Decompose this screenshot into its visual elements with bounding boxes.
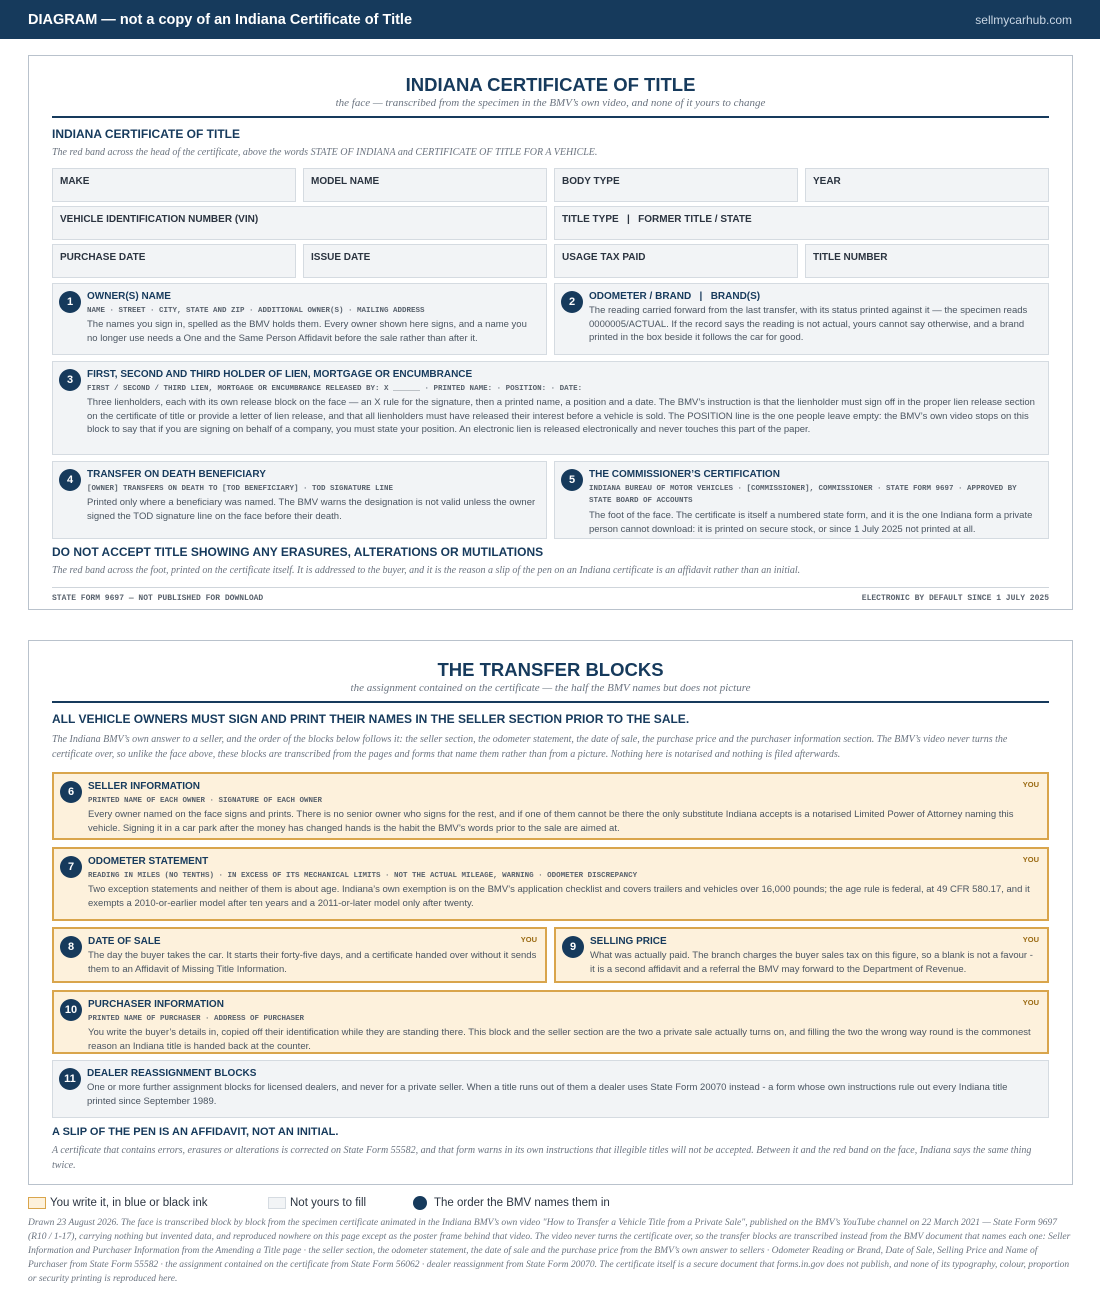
transfer-foot-note: A certificate that contains errors, erasures or alterations is corrected on State Form 55582, and that form warns in its own instructions that illegible titles will not be accepted. Between it and the red band on the face, Indiana says the same thing twice. (52, 1145, 1032, 1171)
you-tag: YOU (520, 935, 537, 944)
block-commissioner-certification (554, 461, 1049, 539)
foot-band-label: DO NOT ACCEPT TITLE SHOWING ANY ERASURES, ALTERATIONS OR MUTILATIONS (52, 545, 544, 559)
field-purchase-date: PURCHASE DATE (52, 244, 296, 278)
order-badge: 11 (59, 1068, 81, 1090)
block-heading: TRANSFER ON DEATH BENEFICIARY (87, 469, 266, 480)
block-fields: PRINTED NAME OF PURCHASER · ADDRESS OF PURCHASER (88, 1015, 305, 1023)
site-name[interactable]: sellmycarhub.com (975, 13, 1072, 27)
order-badge: 7 (60, 856, 82, 878)
block-tod-beneficiary (52, 461, 547, 539)
head-band-label: INDIANA CERTIFICATE OF TITLE (52, 127, 240, 141)
field-title-type: TITLE TYPE | FORMER TITLE / STATE (554, 206, 1049, 240)
transfer-panel (28, 640, 1073, 1185)
block-seller-information (52, 772, 1049, 840)
transfer-band: ALL VEHICLE OWNERS MUST SIGN AND PRINT THEIR NAMES IN THE SELLER SECTION PRIOR TO THE SALE. (52, 712, 690, 726)
order-badge: 5 (561, 469, 583, 491)
you-tag: YOU (1022, 998, 1039, 1007)
block-heading: ODOMETER / BRAND | BRAND(S) (589, 291, 761, 302)
block-heading: FIRST, SECOND AND THIRD HOLDER OF LIEN, MORTGAGE OR ENCUMBRANCE (87, 369, 473, 380)
transfer-foot-band: A SLIP OF THE PEN IS AN AFFIDAVIT, NOT AN INITIAL. (52, 1126, 339, 1138)
block-fields: FIRST / SECOND / THIRD LIEN, MORTGAGE OR ENCUMBRANCE RELEASED BY: X ______ · PRINTED NAME: · POSITION: · DATE: (87, 385, 583, 393)
block-heading: OWNER(S) NAME (87, 291, 171, 302)
footer-rule (52, 587, 1049, 588)
block-body: The names you sign in, spelled as the BMV holds them. Every owner shown here signs, and a name you no longer use needs a One and the Same Person Affidavit before the sale rather than after it. (87, 319, 527, 344)
block-body: The reading carried forward from the last transfer, with its status printed against it — the specimen reads 0000005/ACTUAL. If the record says the reading is not actual, yours cannot say otherwise, and a brand printed in the box beside it follows the car for good. (589, 305, 1028, 343)
field-usage-tax: USAGE TAX PAID (554, 244, 798, 278)
block-odometer-statement (52, 847, 1049, 921)
order-badge: 1 (59, 291, 81, 313)
block-fields: NAME · STREET · CITY, STATE AND ZIP · ADDITIONAL OWNER(S) · MAILING ADDRESS (87, 307, 425, 315)
you-tag: YOU (1022, 855, 1039, 864)
top-bar (0, 0, 1100, 39)
block-body: Every owner named on the face signs and prints. There is no senior owner who signs for the rest, and if one of them cannot be there the only substitute Indiana accepts is a notarised Limited Power of Attorney naming this vehicle. Signing it in a car park after the money has changed hands is the habit the BMV’s words prior to the sale are aimed at. (88, 809, 1014, 834)
order-badge: 3 (59, 369, 81, 391)
block-purchaser-information (52, 990, 1049, 1054)
you-tag: YOU (1022, 780, 1039, 789)
block-body: The foot of the face. The certificate is itself a numbered state form, and it is the one Indiana form a private person cannot download: it is printed on secure stock, or since 1 July 2025 not printed at all. (589, 510, 1033, 535)
foot-band-note: The red band across the foot, printed on the certificate itself. It is addressed to the buyer, and it is the reason a slip of the pen on an Indiana certificate is an affidavit rather than an initial. (52, 565, 801, 576)
block-body: You write the buyer’s details in, copied off their identification while they are standing there. This block and the seller section are the two a private sale actually turns on, and filling the two the wrong way round is the commonest reason an Indiana title is handed back at the counter. (88, 1027, 1031, 1052)
block-body: Three lienholders, each with its own release block on the face — an X rule for the signature, then a printed name, a position and a date. The BMV’s instruction is that the lienholder must sign off in the proper lien release section on the certificate of title or provide a letter of lien release, and that all lienholders must have released their interest before a vehicle is sold. The POSITION line is the one people leave empty: the BMV’s own video stops on this block to say that if you are signing on behalf of a company, you must state your position. An electronic lien is released electronically and never touches this part of the paper. (87, 397, 1035, 435)
order-badge: 8 (60, 936, 82, 958)
block-fields: [OWNER] TRANSFERS ON DEATH TO [TOD BENEFICIARY] · TOD SIGNATURE LINE (87, 485, 394, 493)
block-heading: DATE OF SALE (88, 936, 161, 947)
footer-right: ELECTRONIC BY DEFAULT SINCE 1 JULY 2025 (861, 594, 1049, 603)
field-make: MAKE (52, 168, 296, 202)
block-heading: PURCHASER INFORMATION (88, 999, 224, 1010)
block-odometer-brand (554, 283, 1049, 355)
title-rule (52, 701, 1049, 703)
face-panel (28, 55, 1073, 610)
block-heading: ODOMETER STATEMENT (88, 856, 209, 867)
face-subtitle: the face — transcribed from the specimen in the BMV’s own video, and none of it yours to change (335, 97, 766, 109)
block-body: Two exception statements and neither of them is about age. Indiana’s own exemption is on the BMV’s application checklist and covers trailers and vehicles over 16,000 pounds; the age rule is federal, at 49 CFR 580.17, and it exempts a 2010-or-earlier model after ten years and a 2011-or-later model only after twenty. (88, 884, 1030, 909)
block-heading: THE COMMISSIONER’S CERTIFICATION (589, 469, 780, 480)
field-body-type: BODY TYPE (554, 168, 798, 202)
block-fields: PRINTED NAME OF EACH OWNER · SIGNATURE OF EACH OWNER (88, 797, 323, 805)
you-tag: YOU (1022, 935, 1039, 944)
title-rule (52, 116, 1049, 118)
not-yours-swatch (268, 1197, 286, 1209)
block-body: The day the buyer takes the car. It starts their forty-five days, and a certificate handed over without it sends them to an Affidavit of Missing Title Information. (88, 950, 537, 975)
field-issue-date: ISSUE DATE (303, 244, 547, 278)
order-badge: 9 (562, 936, 584, 958)
colophon: Drawn 23 August 2026. The face is transcribed block by block from the specimen certificate animated in the Indiana BMV’s own video "How to Transfer a Vehicle Title from a Private Sale", published on the BMV’s YouTube channel on 22 March 2021 — State Form 9697 (R10 / 1-17), carrying nothing but invented data, and reproduced nowhere on this page except as the poster frame behind that video. The video never turns the certificate over, so the transfer blocks are transcribed instead from the BMV document that names each one: Seller Information and Purchaser Information from the Amending a Title page · the seller section, the odometer statement, the date of sale and the purchase price from the BMV’s own answer to sellers · Odometer Reading or Brand, Date of Sale, Selling Price and Name of Purchaser from State Form 55582 · the assignment contained on the certificate from State Form 56062 · dealer reassignment from State Form 20070. The certificate itself is a secure document that forms.in.gov does not publish, and none of its typography, colour, proportion or security printing is reproduced here. (28, 1218, 1071, 1284)
field-year: YEAR (805, 168, 1049, 202)
block-lien-holders (52, 361, 1049, 455)
block-dealer-reassignment (52, 1060, 1049, 1118)
transfer-subtitle: the assignment contained on the certificate — the half the BMV names but does not picture (350, 682, 751, 694)
block-body: Printed only where a beneficiary was named. The BMV warns the designation is not valid unless the owner signed the TOD signature line on the face before their death. (87, 497, 536, 522)
page-title: DIAGRAM — not a copy of an Indiana Certificate of Title (28, 12, 413, 28)
block-selling-price (554, 927, 1049, 983)
order-badge: 4 (59, 469, 81, 491)
transfer-intro: The Indiana BMV’s own answer to a seller, and the order of the blocks below follows it: the seller section, the odometer statement, the date of sale, the purchase price and the purchaser information section. The BMV’s video never turns the certificate over, so unlike the face above, these blocks are transcribed from the pages and forms that name them rather than from a picture. Nothing here is notarised and nothing is filed afterwards. (52, 734, 1008, 760)
block-body: One or more further assignment blocks for licensed dealers, and never for a private seller. When a title runs out of them a dealer uses State Form 20070 instead - a form whose own instructions rule out every Indiana title printed since September 1989. (87, 1082, 1008, 1107)
block-body: What was actually paid. The branch charges the buyer sales tax on this figure, so a blank is not a favour - it is a second affidavit and a referral the BMV may forward to the Department of Revenue. (590, 950, 1033, 975)
order-badge: 2 (561, 291, 583, 313)
field-model: MODEL NAME (303, 168, 547, 202)
block-heading: DEALER REASSIGNMENT BLOCKS (87, 1068, 257, 1079)
order-dot-icon (413, 1196, 427, 1210)
order-badge: 10 (60, 999, 82, 1021)
block-heading: SELLING PRICE (590, 936, 667, 947)
block-fields: READING IN MILES (NO TENTHS) · IN EXCESS OF ITS MECHANICAL LIMITS · NOT THE ACTUAL MILEAGE, WARNING · ODOMETER DISCREPANCY (88, 872, 638, 880)
block-owners-name (52, 283, 547, 355)
face-title: INDIANA CERTIFICATE OF TITLE (405, 74, 696, 95)
head-band-note: The red band across the head of the certificate, above the words STATE OF INDIANA and CERTIFICATE OF TITLE FOR A VEHICLE. (52, 147, 598, 158)
field-vin: VEHICLE IDENTIFICATION NUMBER (VIN) (52, 206, 547, 240)
block-fields: INDIANA BUREAU OF MOTOR VEHICLES · [COMMISSIONER], COMMISSIONER · STATE FORM 9697 · APPROVED BY STATE BOARD OF ACCOUNTS (589, 485, 1017, 505)
you-swatch (28, 1197, 46, 1209)
footer-left: STATE FORM 9697 — NOT PUBLISHED FOR DOWNLOAD (52, 594, 264, 603)
field-title-number: TITLE NUMBER (805, 244, 1049, 278)
block-date-of-sale (52, 927, 547, 983)
transfer-title: THE TRANSFER BLOCKS (437, 659, 664, 680)
order-badge: 6 (60, 781, 82, 803)
block-heading: SELLER INFORMATION (88, 781, 201, 792)
